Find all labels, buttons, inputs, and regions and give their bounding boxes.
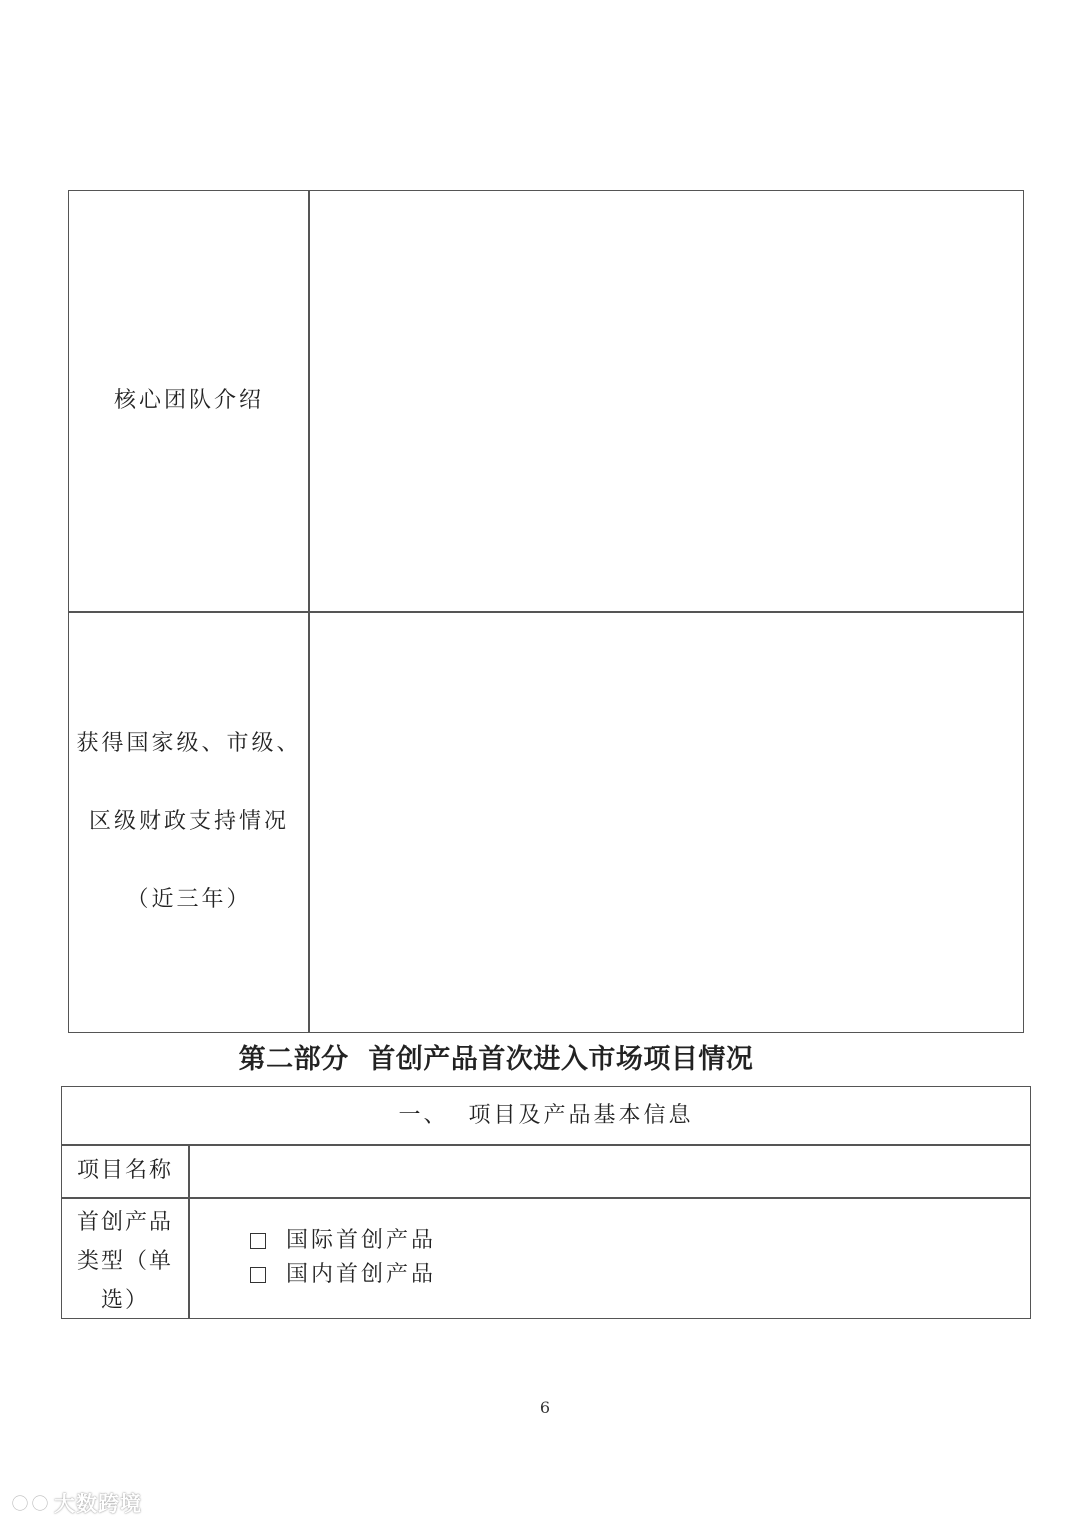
option-domestic-first[interactable]: [250, 1258, 436, 1292]
watermark: [12, 1488, 142, 1518]
project-name-label: 项目名称: [76, 1158, 173, 1183]
section-title: 第二部分 首创产品首次进入市场项目情况: [238, 1044, 754, 1075]
page-number: 6: [539, 1398, 551, 1417]
watermark-text: 大数跨境: [54, 1492, 142, 1516]
section-header: 一、 项目及产品基本信息: [398, 1103, 694, 1128]
option-international-first[interactable]: [250, 1224, 436, 1258]
table-divider: [61, 1197, 1031, 1199]
financial-support-value-cell[interactable]: [310, 613, 1022, 1031]
product-type-label: 首创产品 类型（单 选）: [76, 1210, 173, 1313]
checkbox-international-first[interactable]: [250, 1233, 266, 1249]
core-team-label: 核心团队介绍: [113, 388, 264, 413]
watermark-logo-icon: [12, 1492, 48, 1514]
checkbox-domestic-first[interactable]: [250, 1267, 266, 1283]
financial-support-label: 获得国家级、市级、 区级财政支持情况 （近三年）: [76, 731, 302, 912]
project-name-field[interactable]: [190, 1146, 1030, 1197]
option-label: 国际首创产品: [286, 1228, 437, 1253]
core-team-value-cell[interactable]: [310, 192, 1022, 611]
option-label: 国内首创产品: [286, 1262, 437, 1287]
